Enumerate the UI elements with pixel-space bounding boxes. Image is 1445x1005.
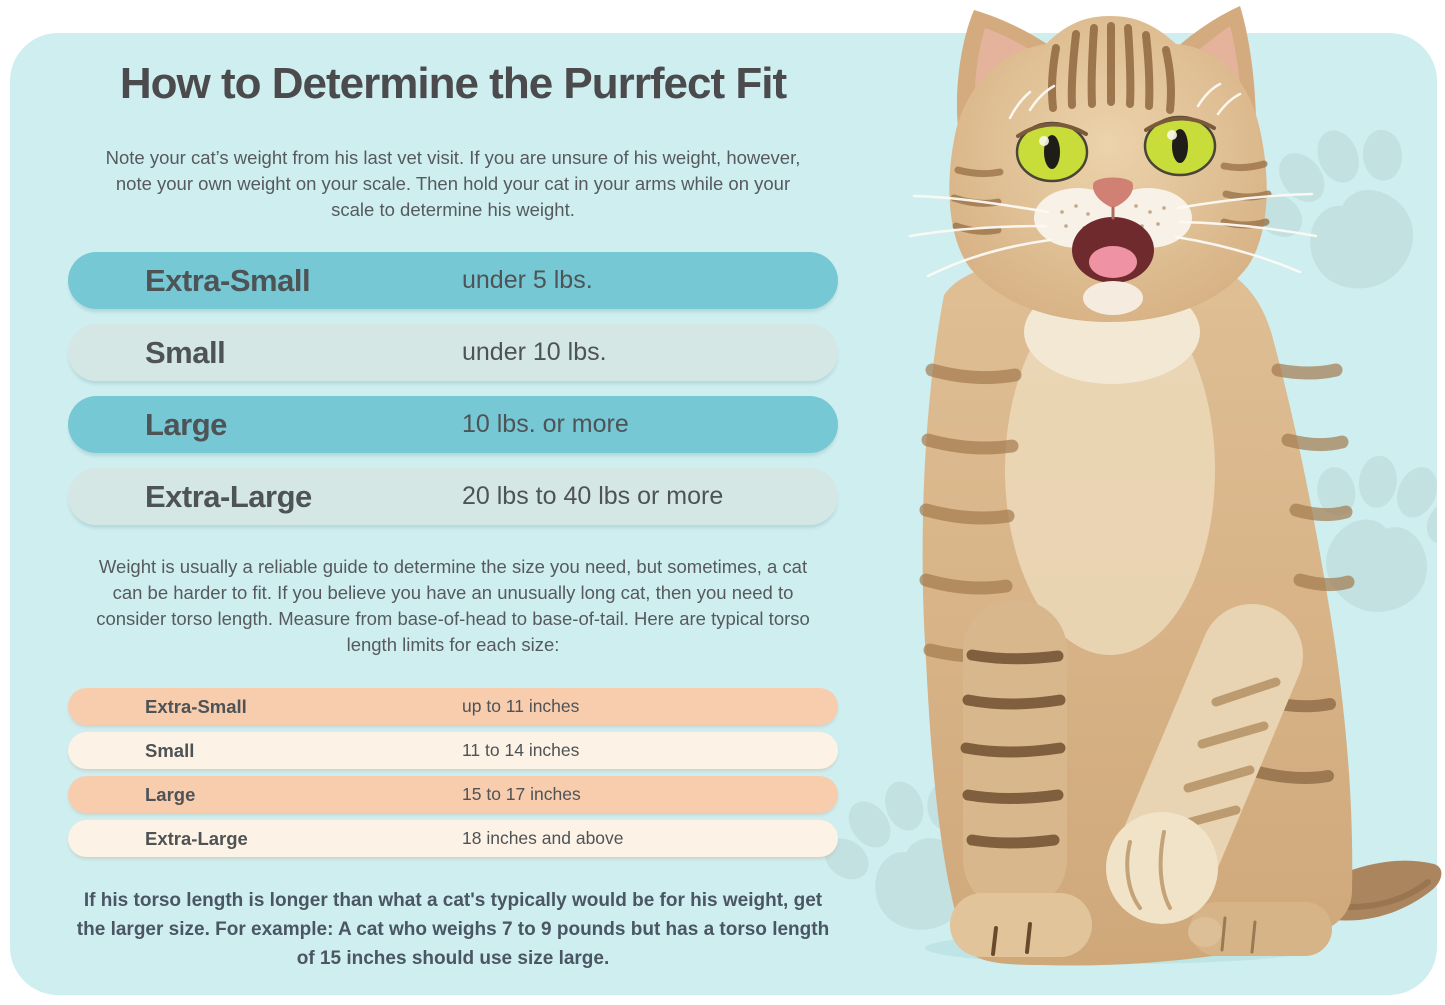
cat-hind-paw (1188, 902, 1332, 956)
table-row (68, 688, 838, 725)
table-row (68, 252, 838, 309)
cat-front-paw (950, 893, 1092, 957)
size-value: up to 11 inches (462, 696, 580, 716)
table-row (68, 820, 838, 857)
size-label: Small (145, 334, 226, 370)
size-label: Small (145, 739, 195, 761)
table-row (68, 776, 838, 813)
torso-paragraph-line: Weight is usually a reliable guide to determine the size you need, but sometimes, a cat (98, 556, 808, 577)
torso-paragraph-line: can be harder to fit. If you believe you have an unusually long cat, then you need to (112, 582, 794, 603)
table-row (68, 324, 838, 381)
cat-tongue (1089, 246, 1137, 278)
cat-chin (1083, 281, 1143, 315)
size-label: Extra-Large (145, 478, 312, 514)
torso-paragraph-line: length limits for each size: (346, 634, 560, 655)
table-row (68, 396, 838, 453)
intro-line: Note your cat’s weight from his last vet visit. If you are unsure of his weight, however, (105, 147, 801, 168)
intro-line: note your own weight on your scale. Then hold your cat in your arms while on your (115, 173, 791, 194)
size-value: 11 to 14 inches (462, 740, 580, 760)
size-value: 10 lbs. or more (462, 410, 629, 438)
size-value: under 5 lbs. (462, 266, 593, 294)
size-label: Large (145, 406, 227, 442)
table-row (68, 732, 838, 769)
cat-open-mouth (1072, 217, 1154, 283)
size-label: Large (145, 783, 196, 805)
intro-line: scale to determine his weight. (331, 199, 575, 220)
advice-line: of 15 inches should use size large. (296, 948, 610, 969)
advice-line: the larger size. For example: A cat who weighs 7 to 9 pounds but has a torso length (76, 919, 830, 940)
torso-paragraph-line: consider torso length. Measure from base-of-head to base-of-tail. Here are typical torso (96, 608, 810, 629)
torso-paragraph (68, 554, 838, 658)
weight-size-table (68, 252, 838, 540)
size-label: Extra-Small (145, 695, 247, 717)
size-value: 20 lbs to 40 lbs or more (462, 482, 724, 510)
intro-paragraph (68, 145, 838, 223)
size-label: Extra-Large (145, 827, 248, 849)
cat-right-eye (1145, 117, 1215, 175)
left-column (68, 33, 838, 995)
cat-left-eye (1017, 123, 1087, 181)
torso-length-table (68, 688, 838, 864)
cat-photo (880, 0, 1445, 1005)
size-value: 18 inches and above (462, 828, 624, 848)
page-title: How to Determine the Purrfect Fit (119, 59, 787, 108)
advice-line: If his torso length is longer than what a cat's typically would be for his weight, get (83, 890, 823, 911)
size-label: Extra-Small (145, 262, 311, 298)
size-value: under 10 lbs. (462, 338, 607, 366)
table-row (68, 468, 838, 525)
sizing-advice-note (68, 886, 838, 973)
size-value: 15 to 17 inches (462, 784, 581, 804)
